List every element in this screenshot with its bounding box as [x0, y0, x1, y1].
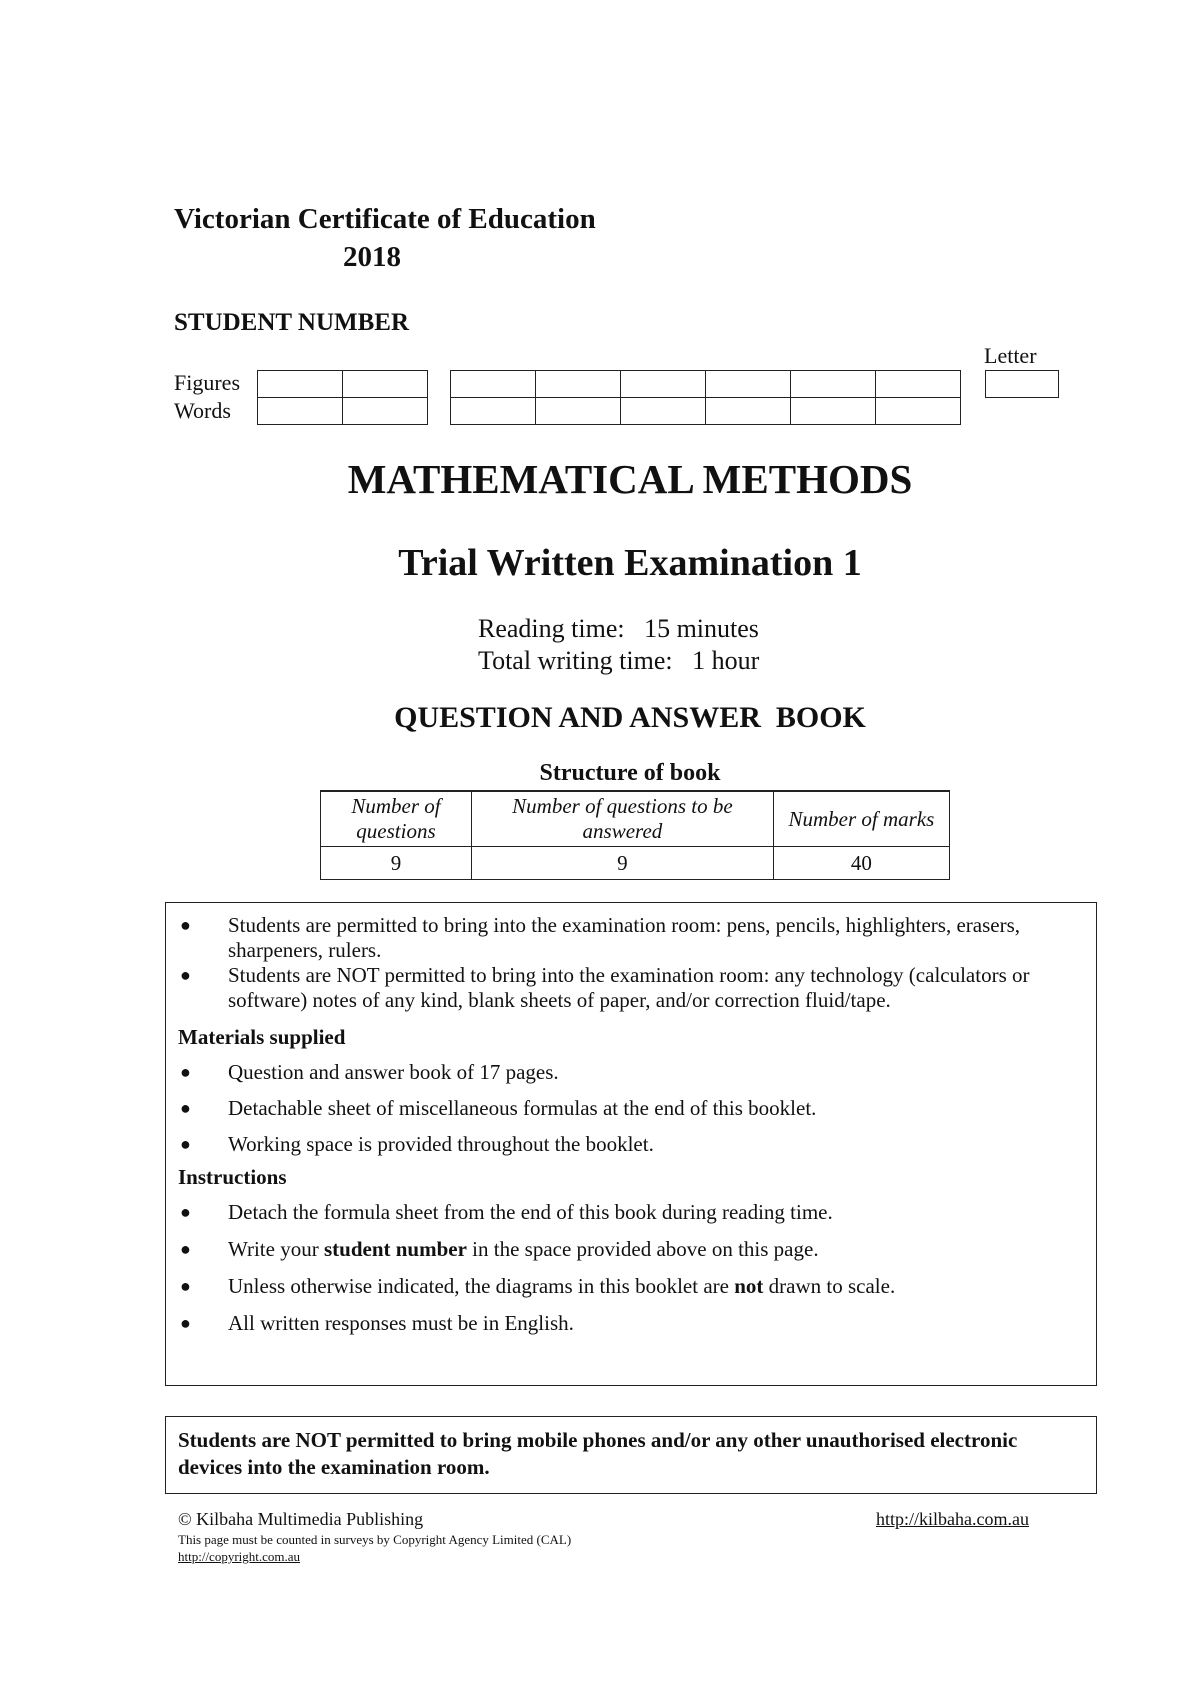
word-box[interactable] [706, 398, 791, 425]
instruction-text: Write your [228, 1237, 324, 1261]
letter-box[interactable] [985, 370, 1059, 398]
subject-title: MATHEMATICAL METHODS [347, 456, 913, 502]
words-label: Words [174, 398, 231, 423]
material-text: Detachable sheet of miscellaneous formulas at the end of this booklet. [228, 1096, 817, 1120]
table-row [321, 847, 950, 880]
bullet-icon: ● [180, 965, 191, 985]
list-item [166, 1132, 1096, 1157]
list-item [166, 1060, 1096, 1085]
structure-table [320, 790, 950, 880]
student-number-grid-a [257, 370, 428, 425]
writing-time: Total writing time: 1 hour [478, 646, 760, 675]
time-block [478, 613, 759, 677]
warning-text: Students are NOT permitted to bring mobile phones and/or any other unauthorised electronic devices into the examination room. [178, 1428, 1018, 1479]
instructions-heading: Instructions [178, 1165, 287, 1189]
rule-text: Students are permitted to bring into the examination room: pens, pencils, highlighters, erasers, sharpeners, rulers. [228, 913, 1020, 962]
materials-heading: Materials supplied [178, 1025, 346, 1049]
word-box[interactable] [343, 398, 428, 425]
word-box[interactable] [258, 398, 343, 425]
letter-label: Letter [984, 343, 1037, 368]
list-item [166, 1096, 1096, 1121]
instruction-bold: student number [323, 1237, 467, 1261]
figure-box[interactable] [343, 371, 428, 398]
figures-label: Figures [174, 370, 240, 395]
table-cell: 9 [471, 847, 773, 880]
figure-box[interactable] [621, 371, 706, 398]
instruction-text: in the space provided above on this page. [466, 1237, 819, 1261]
word-box[interactable] [876, 398, 961, 425]
instruction-bold: not [734, 1274, 764, 1298]
material-text: Working space is provided throughout the booklet. [228, 1132, 654, 1156]
list-item [166, 963, 1096, 1013]
exam-year: 2018 [343, 241, 401, 273]
bullet-icon: ● [180, 915, 191, 935]
exam-title: Trial Written Examination 1 [398, 542, 862, 584]
figure-box[interactable] [536, 371, 621, 398]
instruction-text: Unless otherwise indicated, the diagrams in this booklet are [228, 1274, 735, 1298]
cal-note: This page must be counted in surveys by Copyright Agency Limited (CAL) [178, 1532, 572, 1547]
word-box[interactable] [536, 398, 621, 425]
certificate-title: Victorian Certificate of Education [174, 203, 596, 235]
figure-box[interactable] [791, 371, 876, 398]
structure-header: Number of marks [773, 791, 949, 847]
table-cell: 40 [773, 847, 949, 880]
figure-box[interactable] [706, 371, 791, 398]
list-item [166, 1200, 1096, 1225]
instruction-text: All written responses must be in English. [228, 1311, 574, 1335]
structure-header: Number of questions to be answered [471, 791, 773, 847]
list-item [166, 913, 1096, 963]
bullet-icon: ● [180, 1239, 191, 1259]
structure-header: Number of questions [321, 791, 472, 847]
rules-box [165, 902, 1097, 1386]
bullet-icon: ● [180, 1276, 191, 1296]
list-item [166, 1237, 1096, 1262]
list-item [166, 1274, 1096, 1299]
bullet-icon: ● [180, 1313, 191, 1333]
figure-box[interactable] [258, 371, 343, 398]
bullet-icon: ● [180, 1202, 191, 1222]
instruction-text: drawn to scale. [763, 1274, 896, 1298]
figure-box[interactable] [876, 371, 961, 398]
structure-caption: Structure of book [539, 760, 721, 786]
instruction-text: Detach the formula sheet from the end of this book during reading time. [228, 1200, 833, 1224]
bullet-icon: ● [180, 1098, 191, 1118]
cal-link[interactable]: http://copyright.com.au [178, 1549, 301, 1564]
material-text: Question and answer book of 17 pages. [228, 1060, 559, 1084]
bullet-icon: ● [180, 1134, 191, 1154]
site-link[interactable]: http://kilbaha.com.au [876, 1509, 1029, 1529]
word-box[interactable] [621, 398, 706, 425]
rule-text: Students are NOT permitted to bring into the examination room: any technology (calculators or software) notes of any kind, blank sheets of paper, and/or correction fluid/tape. [228, 963, 1030, 1012]
book-title: QUESTION AND ANSWER BOOK [394, 701, 866, 734]
warning-box [165, 1416, 1097, 1494]
table-cell: 9 [321, 847, 472, 880]
copyright-text: © Kilbaha Multimedia Publishing [178, 1509, 424, 1529]
student-number-label: STUDENT NUMBER [174, 309, 409, 336]
figure-box[interactable] [451, 371, 536, 398]
student-number-grid-b [450, 370, 961, 425]
bullet-icon: ● [180, 1062, 191, 1082]
word-box[interactable] [791, 398, 876, 425]
reading-time: Reading time: 15 minutes [478, 614, 759, 643]
word-box[interactable] [451, 398, 536, 425]
list-item [166, 1311, 1096, 1336]
